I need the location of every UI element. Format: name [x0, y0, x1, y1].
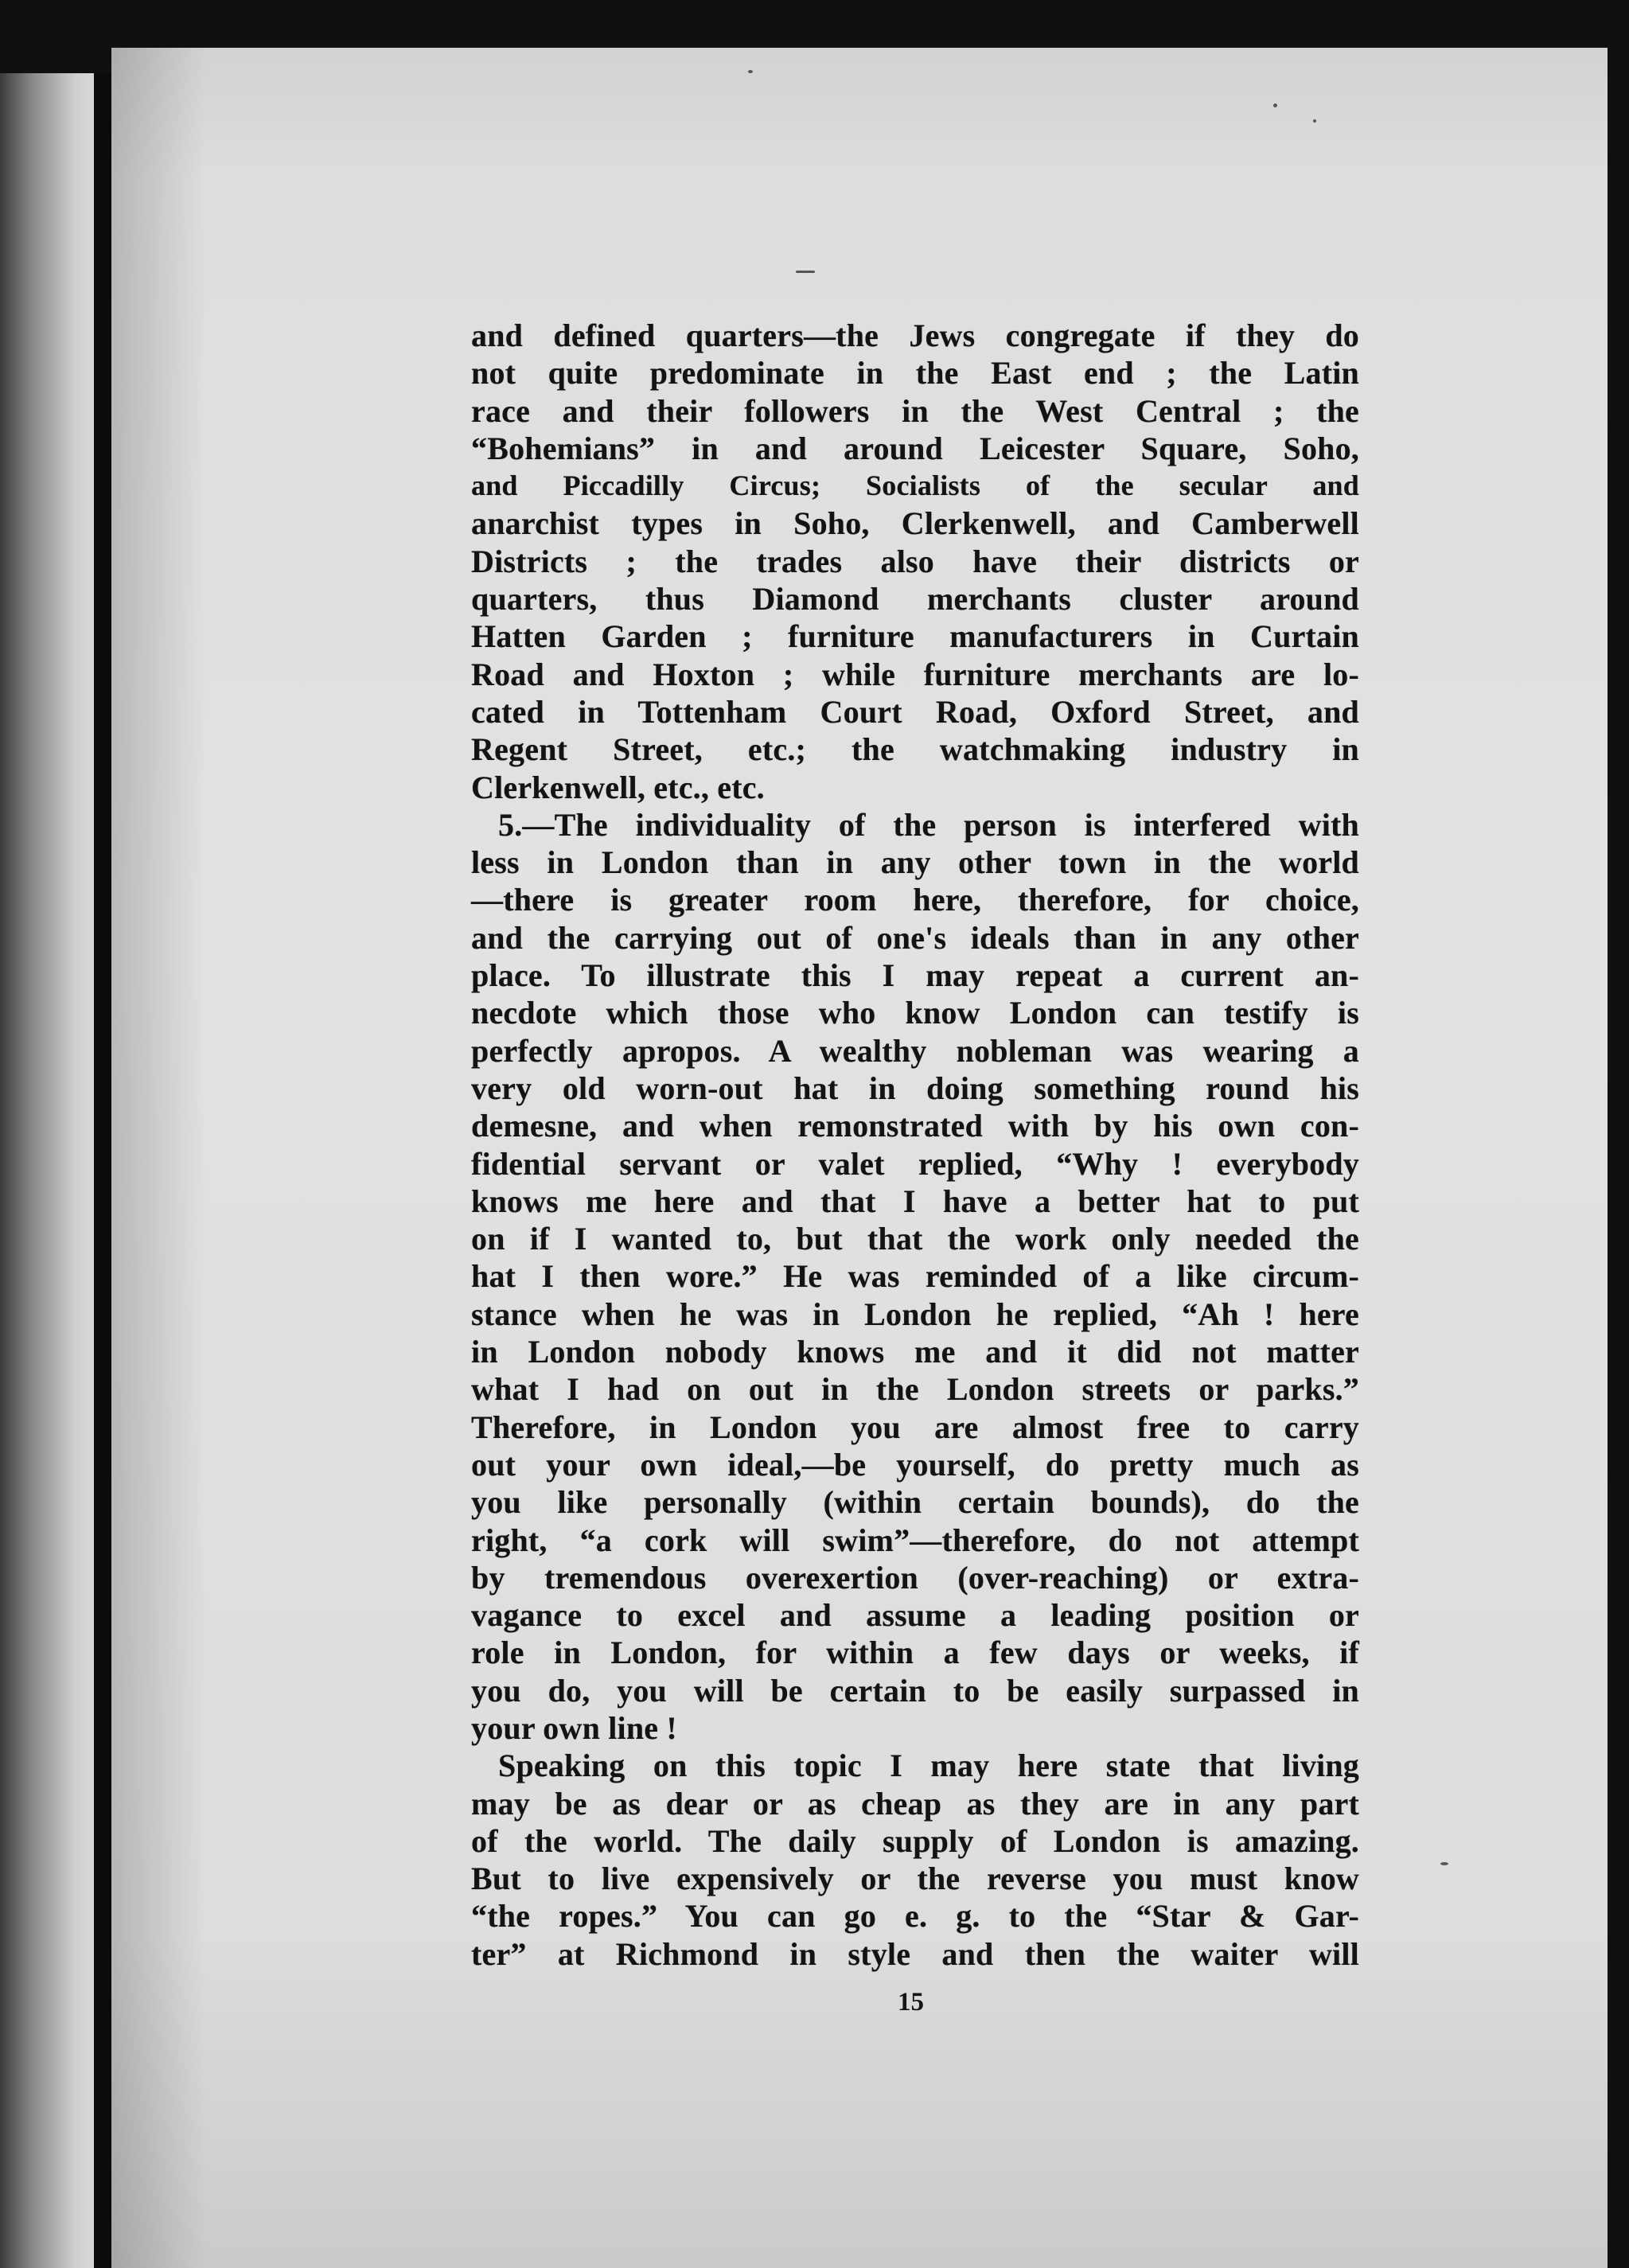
text-line: role in London, for within a few days or weeks, if — [471, 1635, 1359, 1671]
text-line: Districts ; the trades also have their districts or — [471, 543, 1359, 579]
text-line: Clerkenwell, etc., etc. — [471, 769, 765, 805]
text-line: by tremendous overexertion (over-reaching) or extra- — [471, 1559, 1359, 1596]
scan-speck — [1273, 103, 1277, 107]
scan-speck — [748, 70, 753, 73]
text-line: perfectly apropos. A wealthy nobleman was wearing a — [471, 1032, 1359, 1069]
text-line: out your own ideal,—be yourself, do pretty much as — [471, 1446, 1359, 1483]
text-line: Road and Hoxton ; while furniture merchants are lo- — [471, 656, 1359, 692]
text-line: and defined quarters—the Jews congregate if they do — [471, 318, 1359, 353]
text-line: vagance to excel and assume a leading position or — [471, 1597, 1359, 1634]
text-line: less in London than in any other town in the world — [471, 844, 1359, 881]
scan-speck — [796, 271, 815, 273]
text-line: you do, you will be certain to be easily surpassed in — [471, 1672, 1359, 1709]
text-line: you like personally (within certain bounds), do the — [471, 1484, 1359, 1521]
text-line: race and their followers in the West Central ; the — [471, 392, 1359, 429]
text-line: in London nobody knows me and it did not matter — [471, 1334, 1359, 1370]
text-line: “Bohemians” in and around Leicester Square, Soho, — [471, 430, 1359, 466]
text-line: Therefore, in London you are almost free to carry — [471, 1409, 1359, 1445]
text-line: on if I wanted to, but that the work only needed the — [471, 1221, 1359, 1257]
text-line: —there is greater room here, therefore, for choice, — [471, 882, 1359, 918]
scan-speck — [1440, 1862, 1448, 1865]
body-text — [471, 317, 1359, 1973]
text-line: very old worn-out hat in doing something round his — [471, 1070, 1359, 1106]
page-number: 15 — [898, 1988, 924, 2017]
text-line: ter” at Richmond in style and then the waiter will — [471, 1935, 1359, 1972]
text-line: of the world. The daily supply of London is amazing. — [471, 1822, 1359, 1859]
text-line: Speaking on this topic I may here state that living — [498, 1748, 1359, 1784]
text-line: Regent Street, etc.; the watchmaking industry in — [471, 731, 1359, 768]
text-line: anarchist types in Soho, Clerkenwell, and Camberwell — [471, 505, 1359, 542]
text-line: stance when he was in London he replied, “Ah ! here — [471, 1296, 1359, 1332]
text-line: not quite predominate in the East end ; the Latin — [471, 355, 1359, 392]
text-line: may be as dear or as cheap as they are in any part — [471, 1785, 1359, 1822]
text-line: hat I then wore.” He was reminded of a like circum- — [471, 1258, 1359, 1295]
text-line: quarters, thus Diamond merchants cluster around — [471, 581, 1359, 618]
text-line: demesne, and when remonstrated with by his own con- — [471, 1108, 1359, 1144]
facing-page-edge — [0, 73, 94, 2268]
text-line: and Piccadilly Circus; Socialists of the secular and — [471, 470, 1359, 502]
text-line: But to live expensively or the reverse you must know — [471, 1861, 1359, 1897]
text-line: cated in Tottenham Court Road, Oxford Street, and — [471, 693, 1359, 730]
text-line: and the carrying out of one's ideals than in any other — [471, 919, 1359, 956]
text-line: “the ropes.” You can go e. g. to the “Star & Gar- — [471, 1898, 1359, 1935]
text-line: necdote which those who know London can testify is — [471, 995, 1359, 1031]
text-line: right, “a cork will swim”—therefore, do not attempt — [471, 1522, 1359, 1558]
book-binding-gutter — [94, 73, 111, 2268]
text-line: what I had on out in the London streets or parks.” — [471, 1371, 1359, 1408]
page-gutter-shadow — [111, 48, 207, 2268]
text-line: 5.—The individuality of the person is interfered with — [498, 806, 1359, 843]
text-line: your own line ! — [471, 1709, 677, 1746]
text-line: fidential servant or valet replied, “Why ! everybody — [471, 1145, 1359, 1182]
scan-speck — [1313, 119, 1316, 123]
text-line: place. To illustrate this I may repeat a current an- — [471, 957, 1359, 994]
text-line: knows me here and that I have a better hat to put — [471, 1183, 1359, 1219]
text-line: Hatten Garden ; furniture manufacturers in Curtain — [471, 618, 1359, 655]
